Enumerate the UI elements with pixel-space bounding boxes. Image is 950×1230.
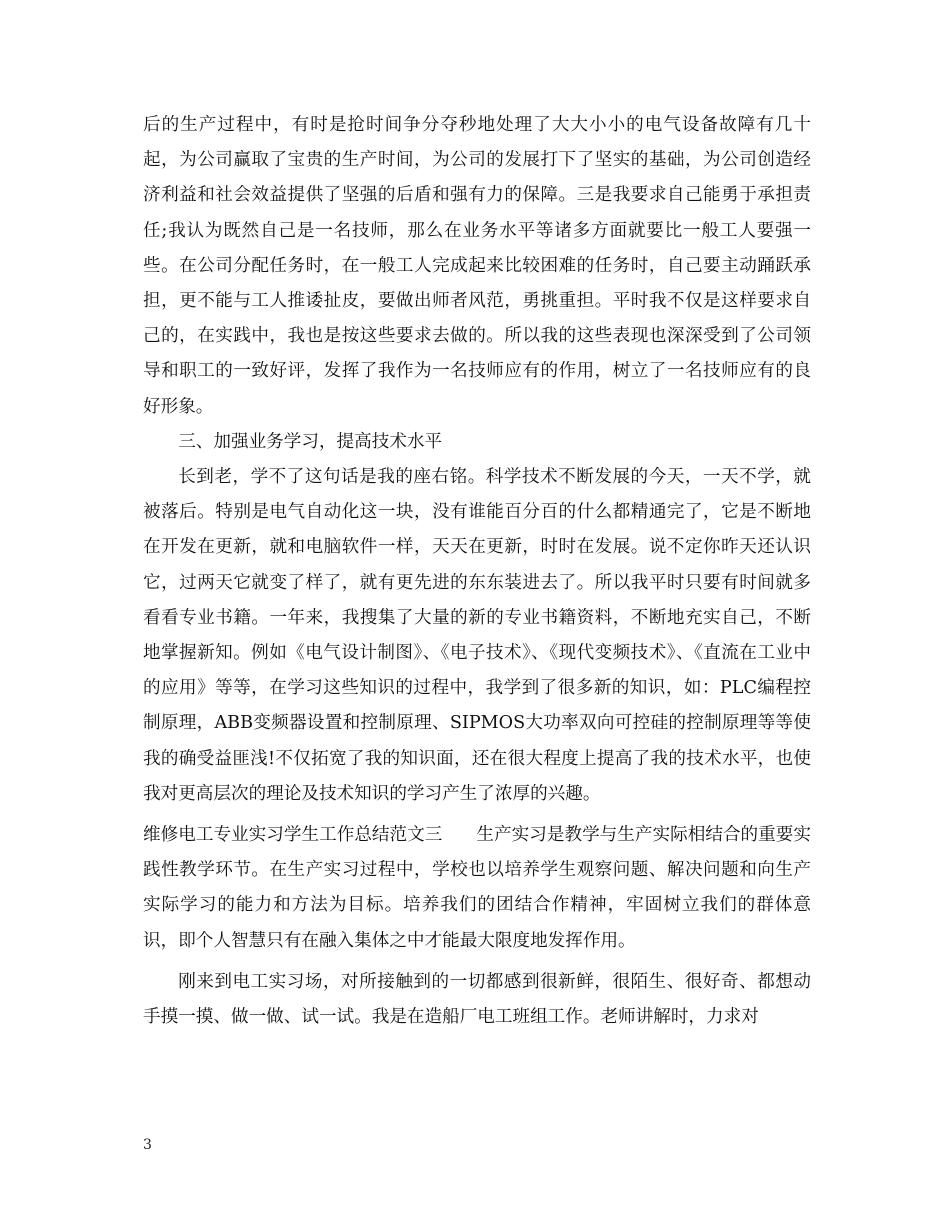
section-heading-three: 三、加强业务学习，提高技术水平 [178,431,443,452]
paragraph-workshop: 刚来到电工实习场，对所接触到的一切都感到很新鲜，很陌生、很好奇、都想动手摸一摸、做一做、试一试。我是在造船厂电工班组工作。老师讲解时，力求对 [143,971,811,1028]
paragraph-continuation: 后的生产过程中，有时是抢时间争分夺秒地处理了大大小小的电气设备故障有几十起，为公司赢取了宝贵的生产时间，为公司的发展打下了坚实的基础，为公司创造经济利益和社会效益提供了坚强的后盾和强有力的保障。三是我要求自己能勇于承担责任;我认为既然自己是一名技师，那么在业务水平等诸多方面就要比一般工人要强一些。在公司分配任务时，在一般工人完成起来比较困难的任务时，自己要主动踊跃承担，更不能与工人推诿扯皮，要做出师者风范，勇挑重担。平时我不仅是这样要求自己的，在实践中，我也是按这些要求去做的。所以我的这些表现也深深受到了公司领导和职工的一致好评，发挥了我作为一名技师应有的作用，树立了一名技师应有的良好形象。 [143,115,811,417]
paragraph-study: 长到老，学不了这句话是我的座右铭。科学技术不断发展的今天，一天不学，就被落后。特别是电气自动化这一块，没有谁能百分百的什么都精通完了，它是不断地在开发在更新，就和电脑软件一样，天天在更新，时时在发展。说不定你昨天还认识它，过两天它就变了样了，就有更先进的东东装进去了。所以我平时只要有时间就多看看专业书籍。一年来，我搜集了大量的新的专业书籍资料，不断地充实自己，不断地掌握新知。例如《电气设计制图》、《电子技术》、《现代变频技术》、《直流在工业中的应用》等等，在学习这些知识的过程中，我学到了很多新的知识，如：PLC编程控制原理，ABB变频器设置和控制原理、SIPMOS大功率双向可控硅的控制原理等等使我的确受益匪浅!不仅拓宽了我的知识面，还在很大程度上提高了我的技术水平，也使我对更高层次的理论及技术知识的学习产生了浓厚的兴趣。 [143,467,811,804]
document-section-title: 维修电工专业实习学生工作总结范文三 [143,825,443,846]
paragraph-practice-text: 生产实习是教学与生产实际相结合的重要实践性教学环节。在生产实习过程中，学校也以培养学生观察问题、解决问题和向生产实际学习的能力和方法为目标。培养我们的团结合作精神，牢固树立我们的群体意识，即个人智慧只有在融入集体之中才能最大限度地发挥作用。 [143,825,811,951]
paragraph-practice-intro [143,818,811,959]
document-body [143,108,811,1035]
page-number: 3 [143,1137,152,1153]
